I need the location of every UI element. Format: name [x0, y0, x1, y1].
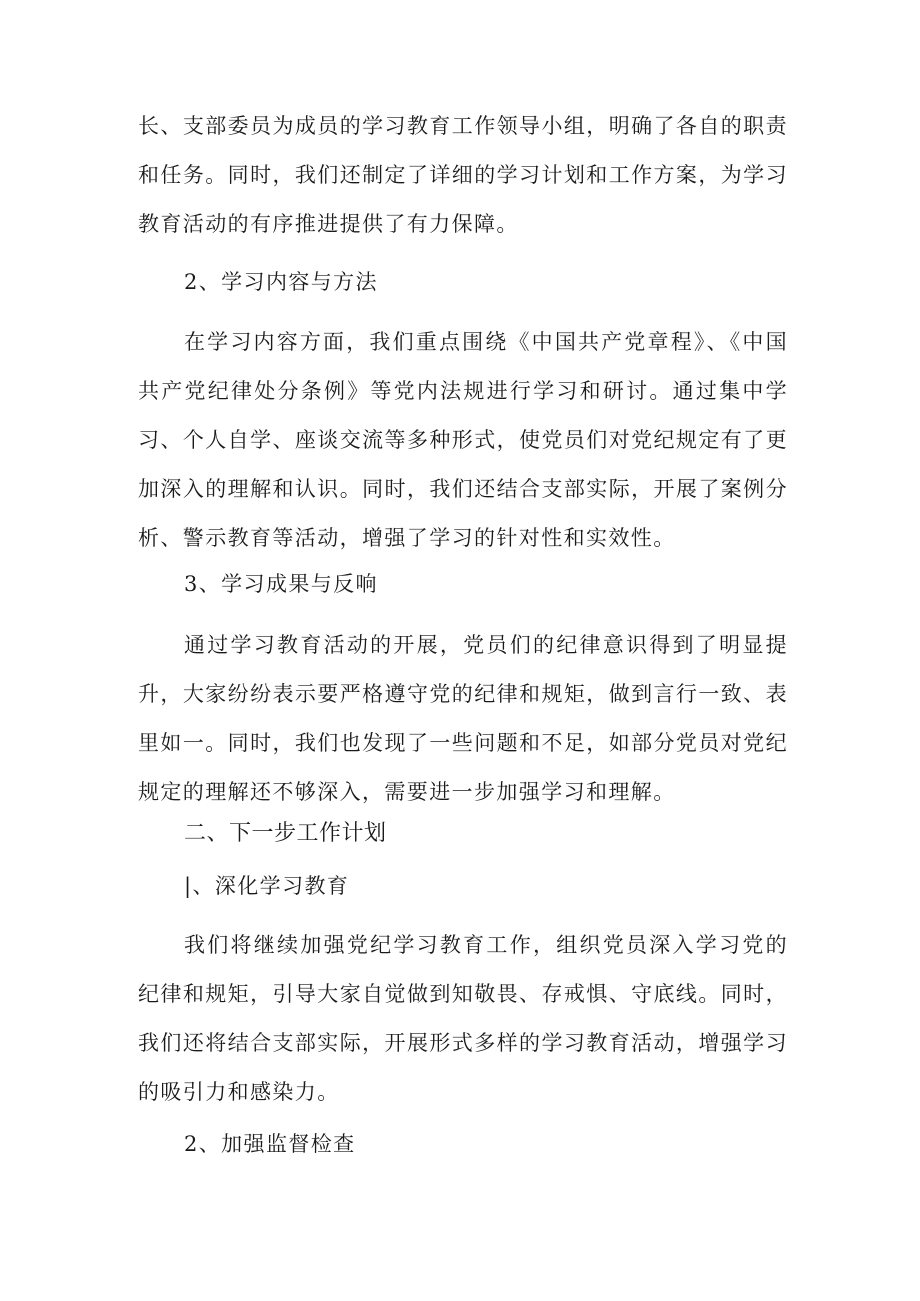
- subheading-study-results: 3、学习成果与反响: [184, 572, 378, 596]
- section-heading-next-plan: 二、下一步工作计划: [184, 821, 387, 846]
- paragraph-study-content: 在学习内容方面，我们重点围绕《中国共产党章程》、《中国共产党纪律处分条例》等党内法规进行学习和研讨。通过集中学习、个人自学、座谈交流等多种形式，使党员们对党纪规定有了更加深入的理解和认识。同时，我们还结合支部实际，开展了案例分析、警示教育等活动，增强了学习的针对性和实效性。: [138, 330, 788, 550]
- subheading-strengthen-supervision: 2、加强监督检查: [184, 1132, 356, 1156]
- subheading-deepen-education: |、深化学习教育: [184, 874, 350, 898]
- subheading-study-content-methods: 2、学习内容与方法: [184, 270, 378, 294]
- paragraph-deepen-education: 我们将继续加强党纪学习教育工作，组织党员深入学习党的纪律和规矩，引导大家自觉做到知敬畏、存戒惧、守底线。同时，我们还将结合支部实际，开展形式多样的学习教育活动，增强学习的吸引力和感染力。: [138, 933, 788, 1104]
- paragraph-leadership-group: 长、支部委员为成员的学习教育工作领导小组，明确了各自的职责和任务。同时，我们还制定了详细的学习计划和工作方案，为学习教育活动的有序推进提供了有力保障。: [138, 114, 788, 236]
- paragraph-study-results: 通过学习教育活动的开展，党员们的纪律意识得到了明显提升，大家纷纷表示要严格遵守党的纪律和规矩，做到言行一致、表里如一。同时，我们也发现了一些问题和不足，如部分党员对党纪规定的理解还不够深入，需要进一步加强学习和理解。: [138, 633, 788, 804]
